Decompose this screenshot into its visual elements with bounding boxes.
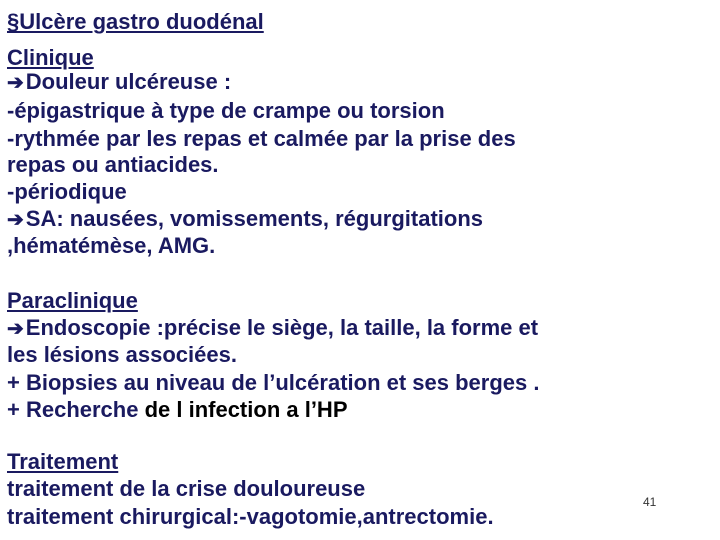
arrow-icon: ➔ (7, 209, 24, 231)
text-segment: de l infection a l’HP (144, 397, 348, 422)
arrow-icon: ➔ (7, 318, 24, 340)
bullet-sa (7, 205, 483, 234)
text-line: repas ou antiacides. (7, 152, 219, 177)
text-line: + Biopsies au niveau de l’ulcération et ses berges . (7, 370, 540, 395)
bullet-endoscopie (7, 314, 538, 343)
bullet-text: Douleur ulcéreuse : (25, 69, 232, 94)
text-line: traitement chirurgical:-vagotomie,antrectomie. (7, 504, 494, 529)
bullet-douleur (7, 68, 231, 97)
text-line: ,hématémèse, AMG. (7, 233, 216, 258)
arrow-icon: ➔ (7, 72, 24, 94)
text-line: -épigastrique à type de crampe ou torsion (7, 98, 445, 123)
slide-title: §Ulcère gastro duodénal (7, 9, 264, 34)
slide-number: 41 (643, 495, 657, 509)
text-segment: + Recherche (7, 397, 145, 422)
section-heading-clinique: Clinique (7, 45, 94, 70)
bullet-text: SA: nausées, vomissements, régurgitations (25, 206, 484, 231)
text-line: les lésions associées. (7, 342, 237, 367)
bullet-text: Endoscopie :précise le siège, la taille, la forme et (25, 315, 539, 340)
text-line (7, 396, 348, 424)
text-line: -périodique (7, 179, 127, 204)
text-line: -rythmée par les repas et calmée par la prise des (7, 126, 516, 151)
section-heading-paraclinique: Paraclinique (7, 288, 138, 313)
section-heading-traitement: Traitement (7, 449, 119, 474)
text-line: traitement de la crise douloureuse (7, 476, 366, 501)
